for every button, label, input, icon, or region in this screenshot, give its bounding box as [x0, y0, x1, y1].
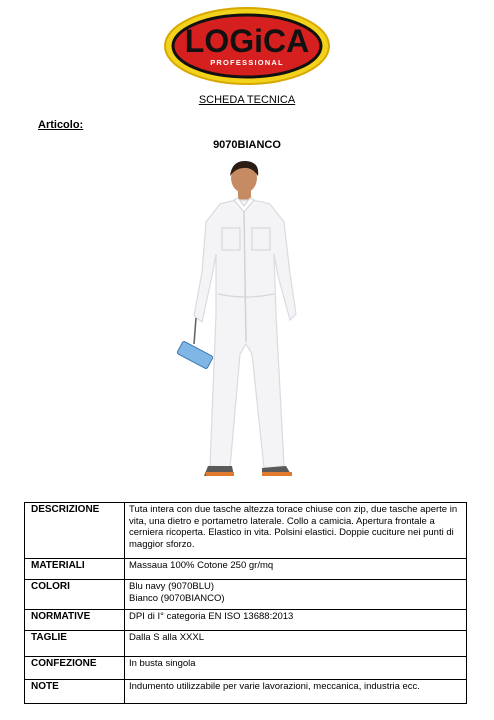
spec-row-normative [25, 610, 467, 631]
spec-key: TAGLIE [25, 631, 125, 657]
spec-key: DESCRIZIONE [25, 503, 125, 559]
spec-value: DPI di I° categoria EN ISO 13688:2013 [125, 610, 467, 631]
spec-value: Blu navy (9070BLU) Bianco (9070BIANCO) [125, 580, 467, 610]
page-title: SCHEDA TECNICA [198, 94, 296, 106]
spec-key: MATERIALI [25, 559, 125, 580]
spec-value: Dalla S alla XXXL [125, 631, 467, 657]
spec-value: Massaua 100% Cotone 250 gr/mq [125, 559, 467, 580]
article-label: Articolo: [38, 119, 84, 131]
spec-table [24, 502, 467, 704]
spec-row-taglie [25, 631, 467, 657]
spec-row-materiali [25, 559, 467, 580]
spec-key: COLORI [25, 580, 125, 610]
product-photo [172, 154, 322, 482]
spec-row-confezione [25, 657, 467, 680]
spec-key: CONFEZIONE [25, 657, 125, 680]
logo-brand-text: LOGiCA [184, 23, 310, 59]
logo-sub-text: PROFESSIONAL [210, 58, 284, 67]
spec-value: Tuta intera con due tasche altezza torace chiuse con zip, due tasche aperte in vita, una dietro e portametro laterale. Collo a camicia. Apertura frontale a cerniera ricoperta. Elastico in vita. Polsini elastici. Doppie cuciture nei punti di maggior sforzo. [125, 503, 467, 559]
spec-key: NOTE [25, 680, 125, 704]
spec-value: In busta singola [125, 657, 467, 680]
spec-row-colori [25, 580, 467, 610]
spec-row-descrizione [25, 503, 467, 559]
article-code: 9070BIANCO [213, 139, 281, 151]
spec-value: Indumento utilizzabile per varie lavorazioni, meccanica, industria ecc. [125, 680, 467, 704]
spec-row-note [25, 680, 467, 704]
spec-key: NORMATIVE [25, 610, 125, 631]
logica-logo [163, 6, 331, 86]
